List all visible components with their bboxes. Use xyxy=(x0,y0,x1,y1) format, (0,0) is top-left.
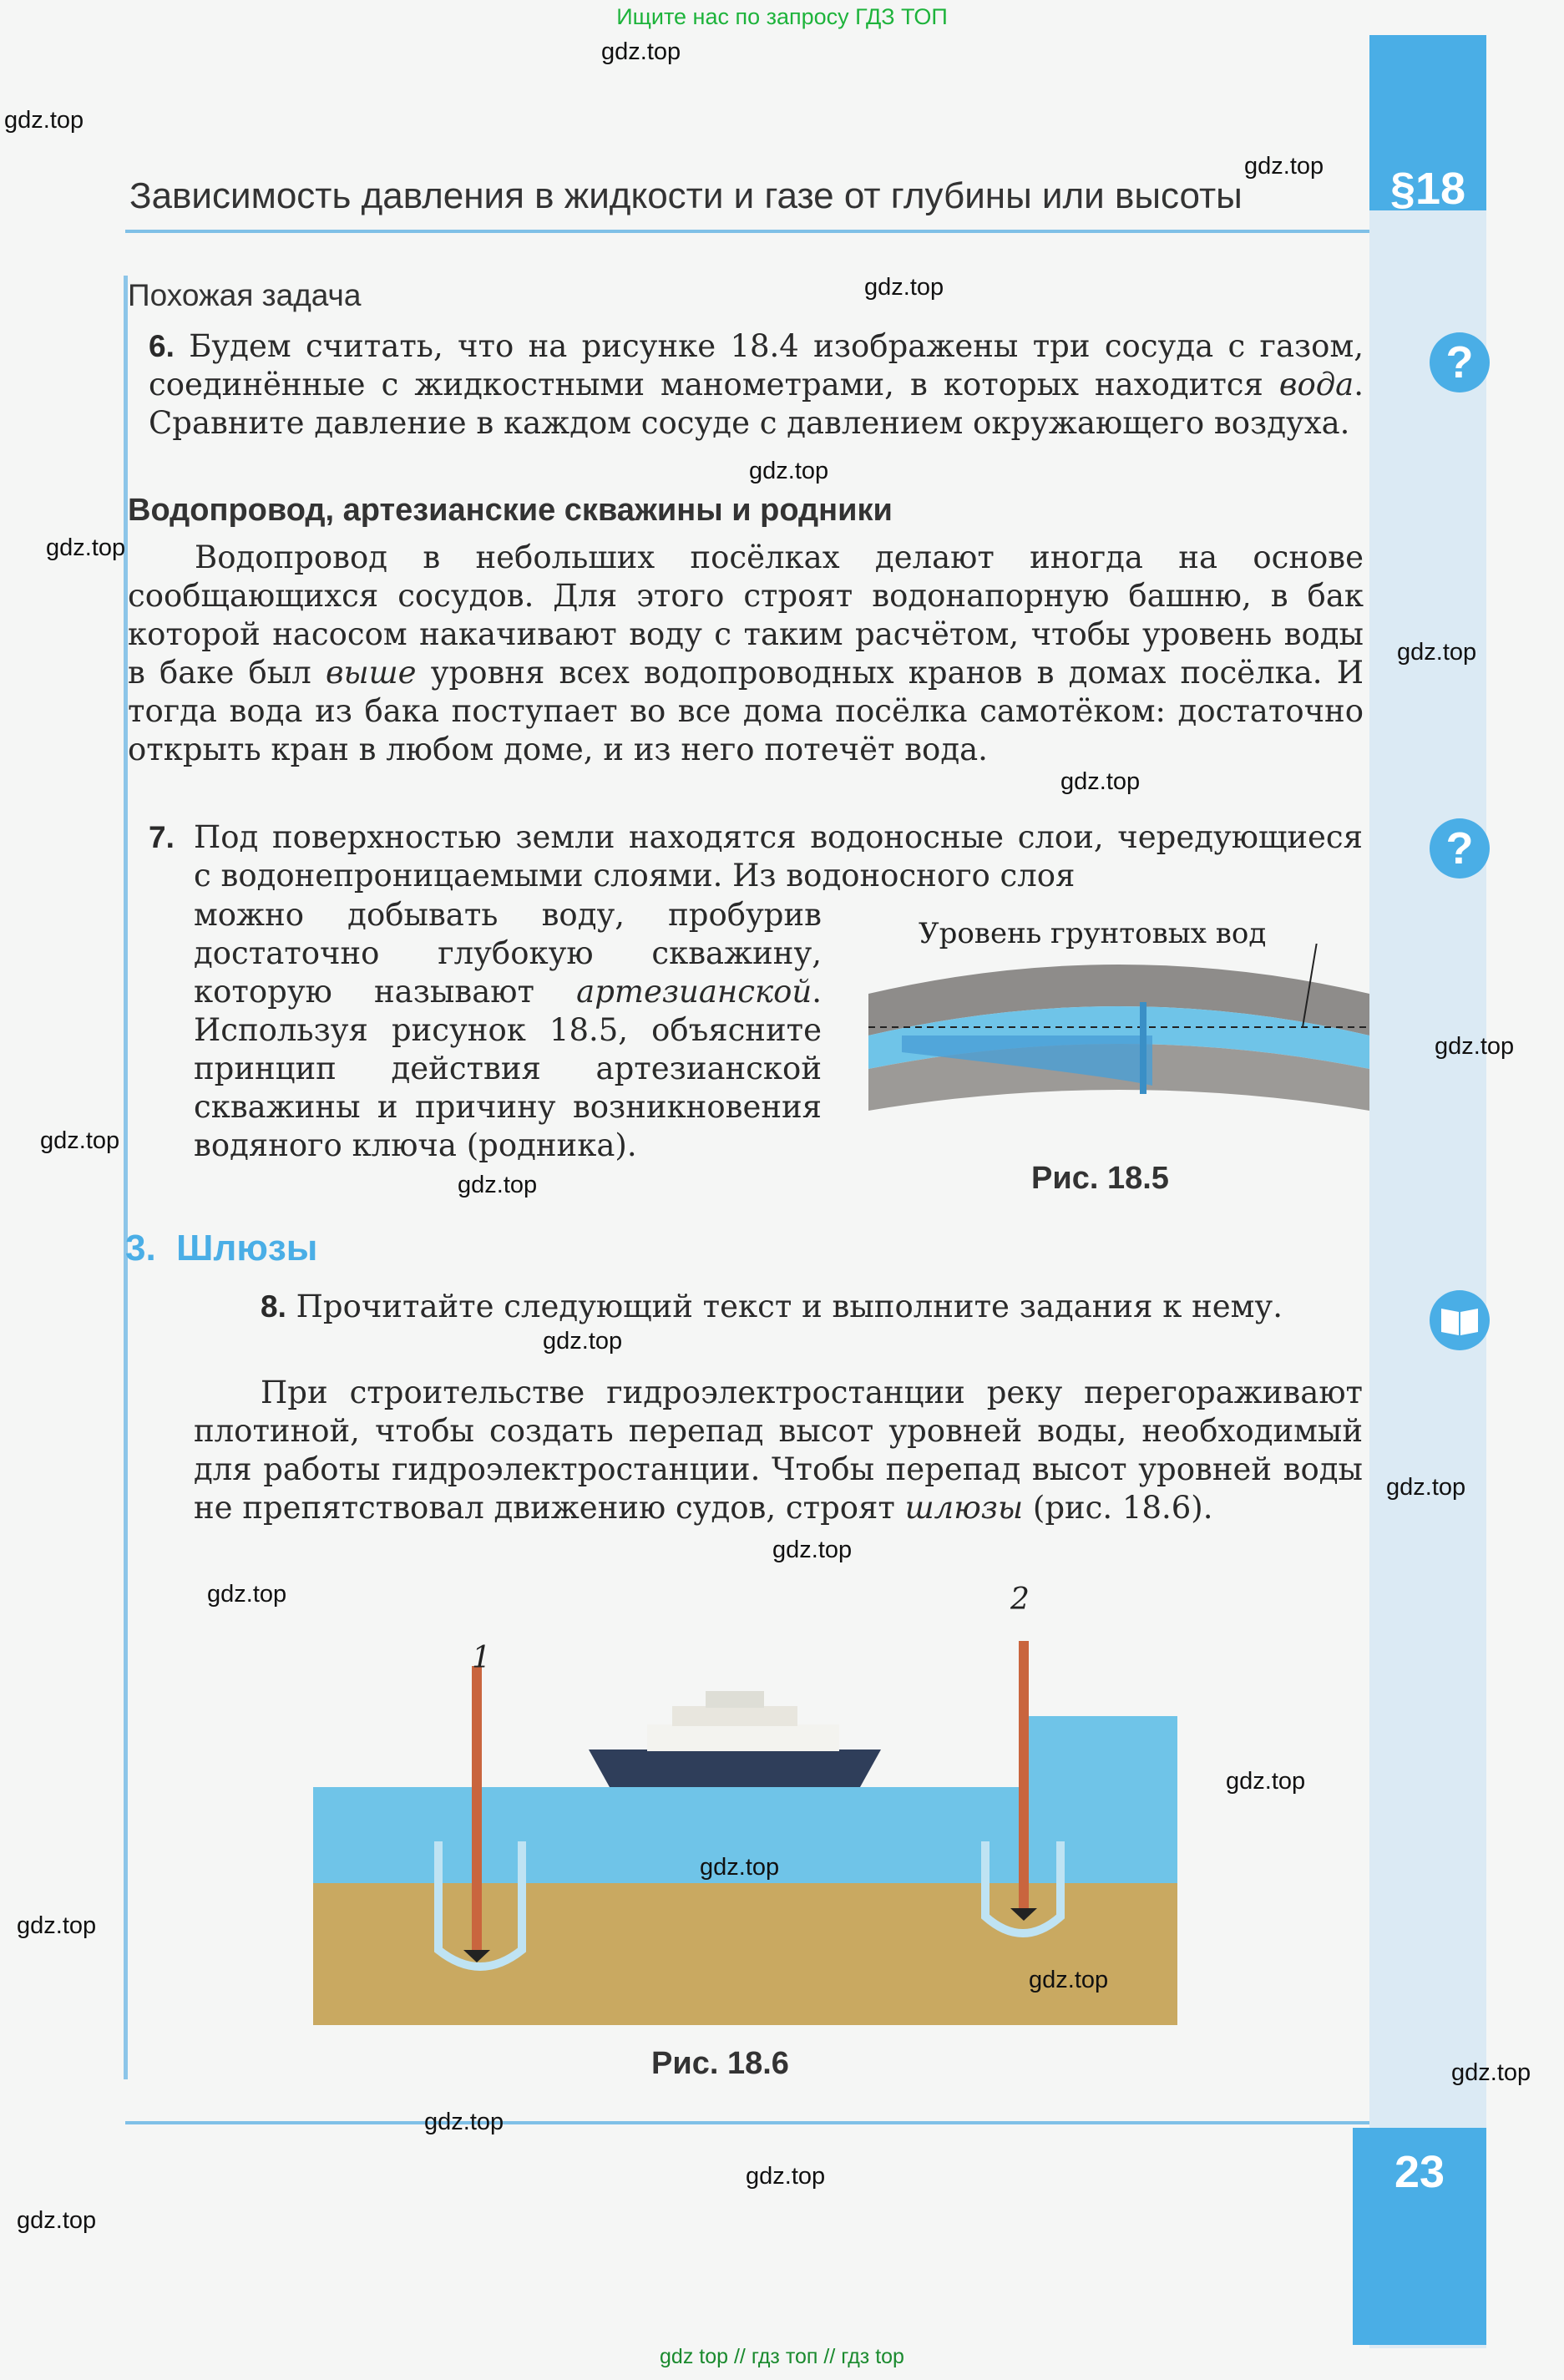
locks-heading xyxy=(125,1228,317,1269)
task-text: можно добывать воду, пробурив достаточно глубокую скважину, которую называют xyxy=(194,897,822,1010)
paragraph-text: уровня всех водопроводных кранов в домах посёлка. И тогда вода из бака поступает во все дома посёлка самотёком: достаточно открыть кран в любом доме, и из него потечёт вода. xyxy=(128,655,1364,767)
watermark: gdz.top xyxy=(424,2109,504,2135)
watermark: gdz.top xyxy=(749,458,829,484)
watermark: gdz.top xyxy=(1029,1967,1109,1993)
watermark: gdz.top xyxy=(601,38,681,65)
watermark: gdz.top xyxy=(46,534,126,561)
watermark: gdz.top xyxy=(4,107,84,134)
task-text: . Сравните давление в каждом сосуде с давлением окружающего воздуха. xyxy=(149,367,1364,441)
task-7-text-wide xyxy=(194,818,1363,896)
heading-number: 3. xyxy=(125,1228,156,1268)
watermark: gdz.top xyxy=(1244,153,1324,180)
section-heading: Водопровод, артезианские скважины и родники xyxy=(128,493,893,528)
figure-label: Уровень грунтовых вод xyxy=(919,917,1267,950)
footer-links[interactable]: gdz top // гдз топ // гдз top xyxy=(660,2345,904,2368)
watermark: gdz.top xyxy=(864,274,944,301)
footer-rule xyxy=(125,2121,1369,2124)
paragraph-italic: шлюзы xyxy=(904,1490,1024,1526)
watermark: gdz.top xyxy=(1060,768,1141,795)
watermark: gdz.top xyxy=(1386,1474,1466,1501)
task-text: Будем считать, что на рисунке 18.4 изображены три сосуда с газом, соединённые с жидкостными манометрами, в которых находится xyxy=(149,328,1364,403)
ship-bridge xyxy=(706,1691,764,1708)
watermark: gdz.top xyxy=(1226,1768,1306,1795)
figure-caption: Рис. 18.5 xyxy=(1031,1161,1169,1196)
watermark: gdz.top xyxy=(1397,639,1477,666)
paragraph-text: При строительстве гидроэлектростанции реку перегораживают плотиной, чтобы создать перепад высот уровней воды, необходимый для работы гидроэлектростанции. Чтобы перепад высот уровней воды не препятствовал движению судов, строят xyxy=(194,1375,1363,1526)
task-italic: артезианской xyxy=(576,974,812,1010)
ship-cabin xyxy=(672,1706,797,1726)
task-italic: вода xyxy=(1278,367,1354,403)
question-icon: ? xyxy=(1430,332,1490,392)
watermark: gdz.top xyxy=(746,2163,826,2190)
paragraph xyxy=(194,1374,1363,1527)
paragraph-text: (рис. 18.6). xyxy=(1023,1490,1213,1526)
page-title: Зависимость давления в жидкости и газе от глубины или высоты xyxy=(129,175,1243,216)
task-number: 7. xyxy=(149,820,175,854)
watermark: gdz.top xyxy=(17,2207,97,2234)
upper-basin xyxy=(1023,1716,1177,1833)
watermark: gdz.top xyxy=(40,1127,120,1154)
watermark: gdz.top xyxy=(1435,1033,1515,1060)
gate-1 xyxy=(472,1666,482,1950)
book-icon xyxy=(1430,1290,1490,1350)
ship-hull xyxy=(589,1750,881,1787)
heading-text: Шлюзы xyxy=(176,1228,318,1268)
ship-deck xyxy=(647,1724,839,1751)
paragraph xyxy=(128,539,1364,769)
task-text: Прочитайте следующий текст и выполните задания к нему. xyxy=(296,1289,1283,1324)
paragraph-italic: выше xyxy=(325,655,417,691)
task-8 xyxy=(194,1288,1363,1326)
task-number: 6. xyxy=(149,329,175,363)
figure-caption: Рис. 18.6 xyxy=(651,2046,789,2081)
page-number: 23 xyxy=(1394,2147,1445,2197)
section-number: §18 xyxy=(1389,164,1466,214)
well xyxy=(1140,1002,1146,1094)
watermark: gdz.top xyxy=(207,1581,287,1608)
watermark: gdz.top xyxy=(700,1854,780,1881)
similar-task-label: Похожая задача xyxy=(128,278,362,312)
question-icon: ? xyxy=(1430,818,1490,879)
task-6 xyxy=(149,327,1364,443)
watermark: gdz.top xyxy=(1451,2059,1531,2086)
watermark: gdz.top xyxy=(458,1172,538,1198)
paragraph-text: Водопровод в небольших посёлках делают иногда на основе сообщающихся сосудов. Для этого строят водонапорную башню, в бак которой насосом накачивают воду с таким расчётом, чтобы уровень воды в баке был xyxy=(128,539,1364,691)
watermark: gdz.top xyxy=(772,1537,853,1563)
gate-2 xyxy=(1019,1641,1029,1908)
header-rule xyxy=(125,230,1369,233)
top-banner[interactable]: Ищите нас по запросу ГДЗ ТОП xyxy=(616,4,948,29)
task-text: . Используя рисунок 18.5, объясните принцип действия артезианской скважины и причину возникновения водяного ключа (родника). xyxy=(194,974,822,1163)
task-text: Под поверхностью земли находятся водоносные слои, чередующиеся с водонепроницаемыми слоями. Из водоносного слоя xyxy=(194,819,1363,894)
watermark: gdz.top xyxy=(543,1328,623,1355)
figure-label-2: 2 xyxy=(1010,1582,1030,1617)
watermark: gdz.top xyxy=(17,1912,97,1939)
task-7-continuation xyxy=(194,896,822,1165)
task-number: 8. xyxy=(261,1289,286,1324)
figure-18-5 xyxy=(868,944,1369,1127)
figure-label-1: 1 xyxy=(472,1641,491,1675)
